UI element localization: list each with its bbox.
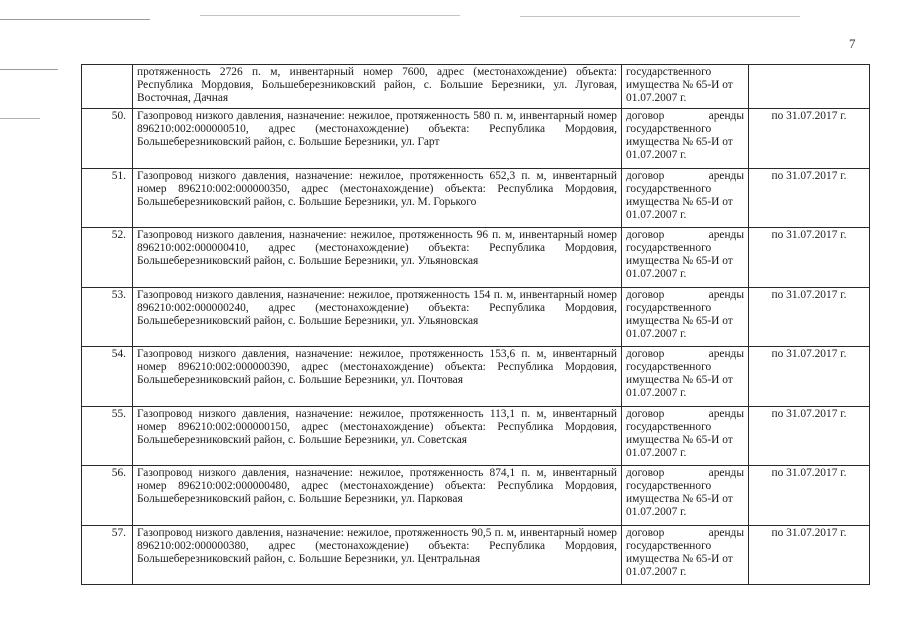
basis-word: договор: [626, 526, 665, 539]
scan-artifact: [520, 16, 800, 17]
basis-line: государственного: [626, 123, 712, 136]
row-description: Газопровод низкого давления, назначение: нежилое, протяженность 113,1 п. м, инвентарный номер 896210:002:000000150, адрес (местонахождение) объекта: Республика Мордовия, Большеберезниковский район, с. Большие Березники, ул. Советская: [133, 406, 622, 466]
row-term: по 31.07.2017 г.: [749, 109, 870, 169]
basis-word: аренды: [708, 288, 744, 301]
row-basis: [622, 525, 749, 585]
row-number: 53.: [82, 287, 133, 347]
basis-line: 01.07.2007 г.: [626, 327, 687, 340]
table-row-continuation: [82, 65, 870, 109]
basis-line: государственного: [626, 66, 712, 78]
row-basis: [622, 65, 749, 109]
basis-word: договор: [626, 110, 665, 122]
row-number: 52.: [82, 228, 133, 288]
basis-line: 01.07.2007 г.: [626, 268, 687, 281]
basis-line: государственного: [626, 242, 712, 255]
row-number: 51.: [82, 168, 133, 228]
table-row: [82, 406, 870, 466]
basis-line: имущества № 65-И от: [626, 314, 733, 327]
basis-line: имущества № 65-И от: [626, 552, 733, 565]
row-term: по 31.07.2017 г.: [749, 466, 870, 526]
basis-word: аренды: [708, 229, 744, 241]
basis-word: аренды: [708, 526, 744, 539]
basis-line: имущества № 65-И от: [626, 255, 733, 268]
row-number: 57.: [82, 525, 133, 585]
row-basis: [622, 287, 749, 347]
row-description: Газопровод низкого давления, назначение: нежилое, протяженность 153,6 п. м, инвентарный номер 896210:002:000000390, адрес (местонахождение) объекта: Республика Мордовия, Большеберезниковский район, с. Большие Березники, ул. Почтовая: [133, 347, 622, 407]
basis-word: аренды: [708, 348, 744, 360]
basis-line: 01.07.2007 г.: [626, 506, 687, 519]
row-description: Газопровод низкого давления, назначение: нежилое, протяженность 90,5 п. м, инвентарный номер 896210:002:000000380, адрес (местонахождение) объекта: Республика Мордовия, Большеберезниковский район, с. Большие Березники, ул. Центральная: [133, 525, 622, 585]
basis-line: 01.07.2007 г.: [626, 149, 687, 162]
basis-word: договор: [626, 467, 665, 479]
basis-line: имущества № 65-И от: [626, 493, 733, 506]
basis-word: договор: [626, 407, 665, 420]
row-description: Газопровод низкого давления, назначение: нежилое, протяженность 652,3 п. м, инвентарный номер 896210:002:000000350, адрес (местонахождение) объекта: Республика Мордовия, Большеберезниковский район, с. Большие Березники, ул. М. Горького: [133, 168, 622, 228]
basis-line: [626, 467, 744, 480]
page-number: 7: [849, 36, 856, 51]
scan-artifact: [200, 15, 460, 16]
table-row: [82, 525, 870, 585]
basis-line: [626, 170, 744, 183]
row-term: по 31.07.2017 г.: [749, 347, 870, 407]
basis-word: договор: [626, 229, 665, 241]
basis-word: договор: [626, 169, 665, 182]
basis-line: [626, 110, 744, 123]
basis-line: [626, 348, 744, 361]
basis-line: 01.07.2007 г.: [626, 92, 687, 105]
row-description: Газопровод низкого давления, назначение: нежилое, протяженность 874,1 п. м, инвентарный номер 896210:002:000000480, адрес (местонахождение) объекта: Республика Мордовия, Большеберезниковский район, с. Большие Березники, ул. Парковая: [133, 466, 622, 526]
basis-line: имущества № 65-И от: [626, 433, 733, 446]
row-basis: [622, 109, 749, 169]
basis-line: имущества № 65-И от: [626, 79, 733, 92]
basis-line: [626, 408, 744, 421]
row-description: Газопровод низкого давления, назначение: нежилое, протяженность 96 п. м, инвентарный номер 896210:002:000000410, адрес (местонахождение) объекта: Республика Мордовия, Большеберезниковский район, с. Большие Березники, ул. Ульяновская: [133, 228, 622, 288]
row-number: [82, 65, 133, 109]
row-number: 50.: [82, 109, 133, 169]
row-basis: [622, 228, 749, 288]
row-term: по 31.07.2017 г.: [749, 168, 870, 228]
row-term: по 31.07.2017 г.: [749, 228, 870, 288]
basis-line: [626, 527, 744, 540]
basis-line: 01.07.2007 г.: [626, 387, 687, 400]
basis-line: государственного: [626, 420, 712, 433]
basis-word: договор: [626, 348, 665, 360]
table-row: [82, 466, 870, 526]
basis-line: 01.07.2007 г.: [626, 446, 687, 459]
row-term: [749, 65, 870, 109]
basis-line: имущества № 65-И от: [626, 136, 733, 149]
row-term: по 31.07.2017 г.: [749, 406, 870, 466]
table-row: [82, 168, 870, 228]
basis-line: государственного: [626, 182, 712, 195]
row-term: по 31.07.2017 г.: [749, 525, 870, 585]
basis-word: аренды: [708, 467, 744, 479]
scan-artifact: [0, 69, 58, 70]
table-row: [82, 287, 870, 347]
row-description: Газопровод низкого давления, назначение: нежилое, протяженность 154 п. м, инвентарный номер 896210:002:000000240, адрес (местонахождение) объекта: Республика Мордовия, Большеберезниковский район, с. Большие Березники, ул. Ульяновская: [133, 287, 622, 347]
row-term: по 31.07.2017 г.: [749, 287, 870, 347]
basis-line: 01.07.2007 г.: [626, 208, 687, 221]
basis-line: государственного: [626, 539, 712, 552]
table-row: [82, 347, 870, 407]
basis-line: 01.07.2007 г.: [626, 565, 687, 578]
scan-artifact: [0, 19, 150, 20]
property-table: [81, 64, 870, 585]
basis-word: аренды: [708, 110, 744, 122]
basis-line: [626, 229, 744, 242]
scan-artifact: [0, 118, 40, 119]
row-number: 55.: [82, 406, 133, 466]
row-number: 54.: [82, 347, 133, 407]
basis-line: [626, 289, 744, 302]
basis-line: государственного: [626, 301, 712, 314]
row-basis: [622, 168, 749, 228]
row-basis: [622, 466, 749, 526]
row-description: протяженность 2726 п. м, инвентарный номер 7600, адрес (местонахождение) объекта: Республика Мордовия, Большеберезниковский район, с. Большие Березники, ул. Луговая, Восточная, Дачная: [133, 65, 622, 109]
table-row: [82, 109, 870, 169]
basis-line: имущества № 65-И от: [626, 195, 733, 208]
basis-word: аренды: [708, 169, 744, 182]
basis-line: имущества № 65-И от: [626, 374, 733, 387]
row-number: 56.: [82, 466, 133, 526]
row-description: Газопровод низкого давления, назначение: нежилое, протяженность 580 п. м, инвентарный номер 896210:002:000000510, адрес (местонахождение) объекта: Республика Мордовия, Большеберезниковский район, с. Большие Березники, ул. Гарт: [133, 109, 622, 169]
basis-line: государственного: [626, 361, 712, 374]
basis-word: аренды: [708, 407, 744, 420]
row-basis: [622, 347, 749, 407]
table-row: [82, 228, 870, 288]
basis-word: договор: [626, 288, 665, 301]
row-basis: [622, 406, 749, 466]
basis-line: государственного: [626, 480, 712, 493]
